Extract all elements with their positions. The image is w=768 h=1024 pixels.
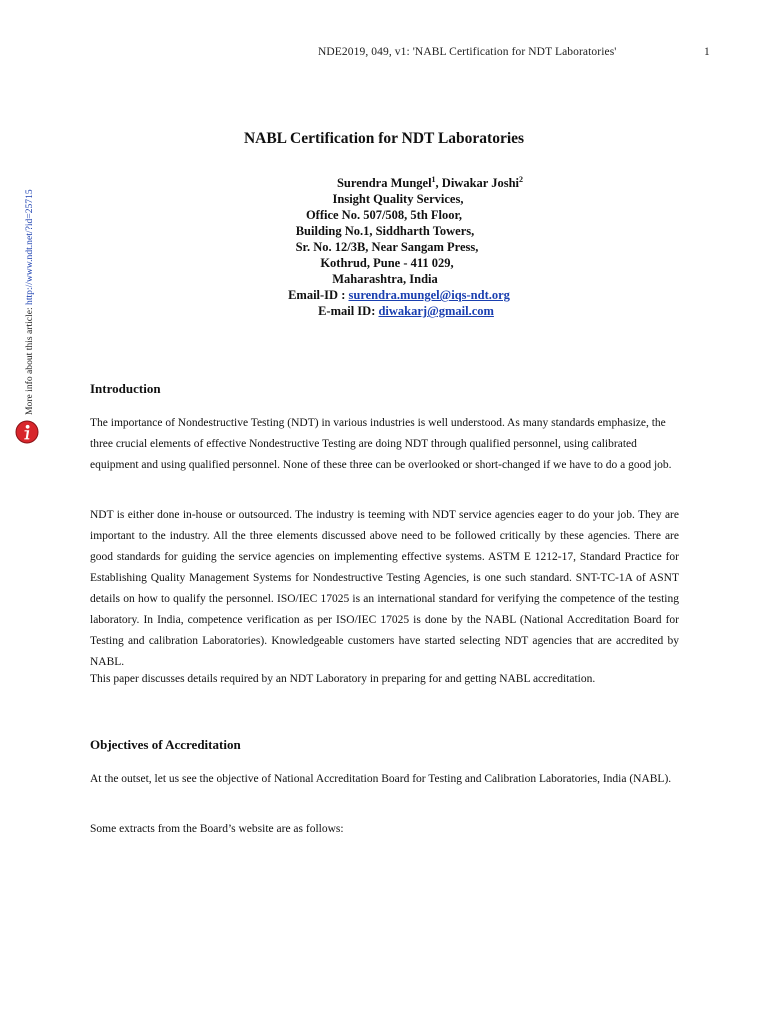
page-number: 1	[704, 46, 710, 58]
section-heading-introduction: Introduction	[90, 381, 161, 396]
author-line	[0, 172, 768, 191]
objectives-paragraph: Some extracts from the Board’s website are as follows:	[90, 823, 344, 835]
email-line	[0, 303, 768, 319]
affiliation-line: Sr. No. 12/3B, Near Sangam Press,	[295, 240, 479, 255]
running-head: NDE2019, 049, v1: 'NABL Certification for NDT Laboratories'	[318, 46, 617, 58]
author-separator: ,	[435, 176, 442, 191]
author-affiliation-mark: 1	[431, 175, 436, 184]
info-icon[interactable]	[15, 420, 39, 444]
intro-paragraph: This paper discusses details required by an NDT Laboratory in preparing for and getting NABL accreditation.	[90, 673, 596, 685]
affiliation-line: Building No.1, Siddharth Towers,	[295, 224, 475, 239]
email-label: Email-ID :	[288, 288, 349, 303]
affiliation-line: Office No. 507/508, 5th Floor,	[305, 208, 463, 223]
side-banner-link[interactable]: http://www.ndt.net/?id=25715	[24, 189, 35, 305]
email-line	[0, 287, 768, 303]
author-block	[0, 172, 768, 319]
author-name: Diwakar Joshi	[441, 176, 520, 191]
section-heading-objectives: Objectives of Accreditation	[90, 737, 241, 752]
intro-paragraph: The importance of Nondestructive Testing (NDT) in various industries is well understood. As many standards emphasize, the three crucial elements of effective Nondestructive Testing are doing NDT through qualified personnel, using calibrated equipment and using qualified personnel. None of these three can be overlooked or short-changed if we have to do a good job.	[90, 417, 672, 471]
email-link[interactable]: diwakarj@gmail.com	[378, 304, 494, 319]
affiliation-line: Kothrud, Pune - 411 029,	[320, 256, 454, 271]
affiliation-line: Insight Quality Services,	[332, 192, 464, 207]
email-label: E-mail ID:	[318, 304, 379, 319]
affiliation-line: Maharashtra, India	[332, 272, 438, 287]
objectives-paragraph: At the outset, let us see the objective of National Accreditation Board for Testing and Calibration Laboratories, India (NABL).	[90, 773, 672, 785]
paper-title: NABL Certification for NDT Laboratories	[243, 130, 525, 147]
intro-paragraph: NDT is either done in-house or outsourced. The industry is teeming with NDT service agencies eager to do your job. They are important to the industry. All the three elements discussed above need to be followed critically by these agencies. There are good standards for guiding the service agencies on implementing effective systems. ASTM E 1212-17, Standard Practice for Establishing Quality Management Systems for Nondestructive Testing Agencies, is one such standard. SNT-TC-1A of ASNT details on how to qualify the personnel. ISO/IEC 17025 is an international standard for verifying the competence of the testing laboratory. In India, competence verification as per ISO/IEC 17025 is done by the NABL (National Accreditation Board for Testing and calibration Laboratories). Knowledgeable customers have started selecting NDT agencies that are accredited by NABL.	[90, 509, 679, 668]
email-link[interactable]: surendra.mungel@iqs-ndt.org	[348, 288, 510, 303]
author-affiliation-mark: 2	[519, 175, 524, 184]
side-banner-prefix: More info about this article:	[24, 304, 35, 415]
author-name: Surendra Mungel	[336, 176, 432, 191]
